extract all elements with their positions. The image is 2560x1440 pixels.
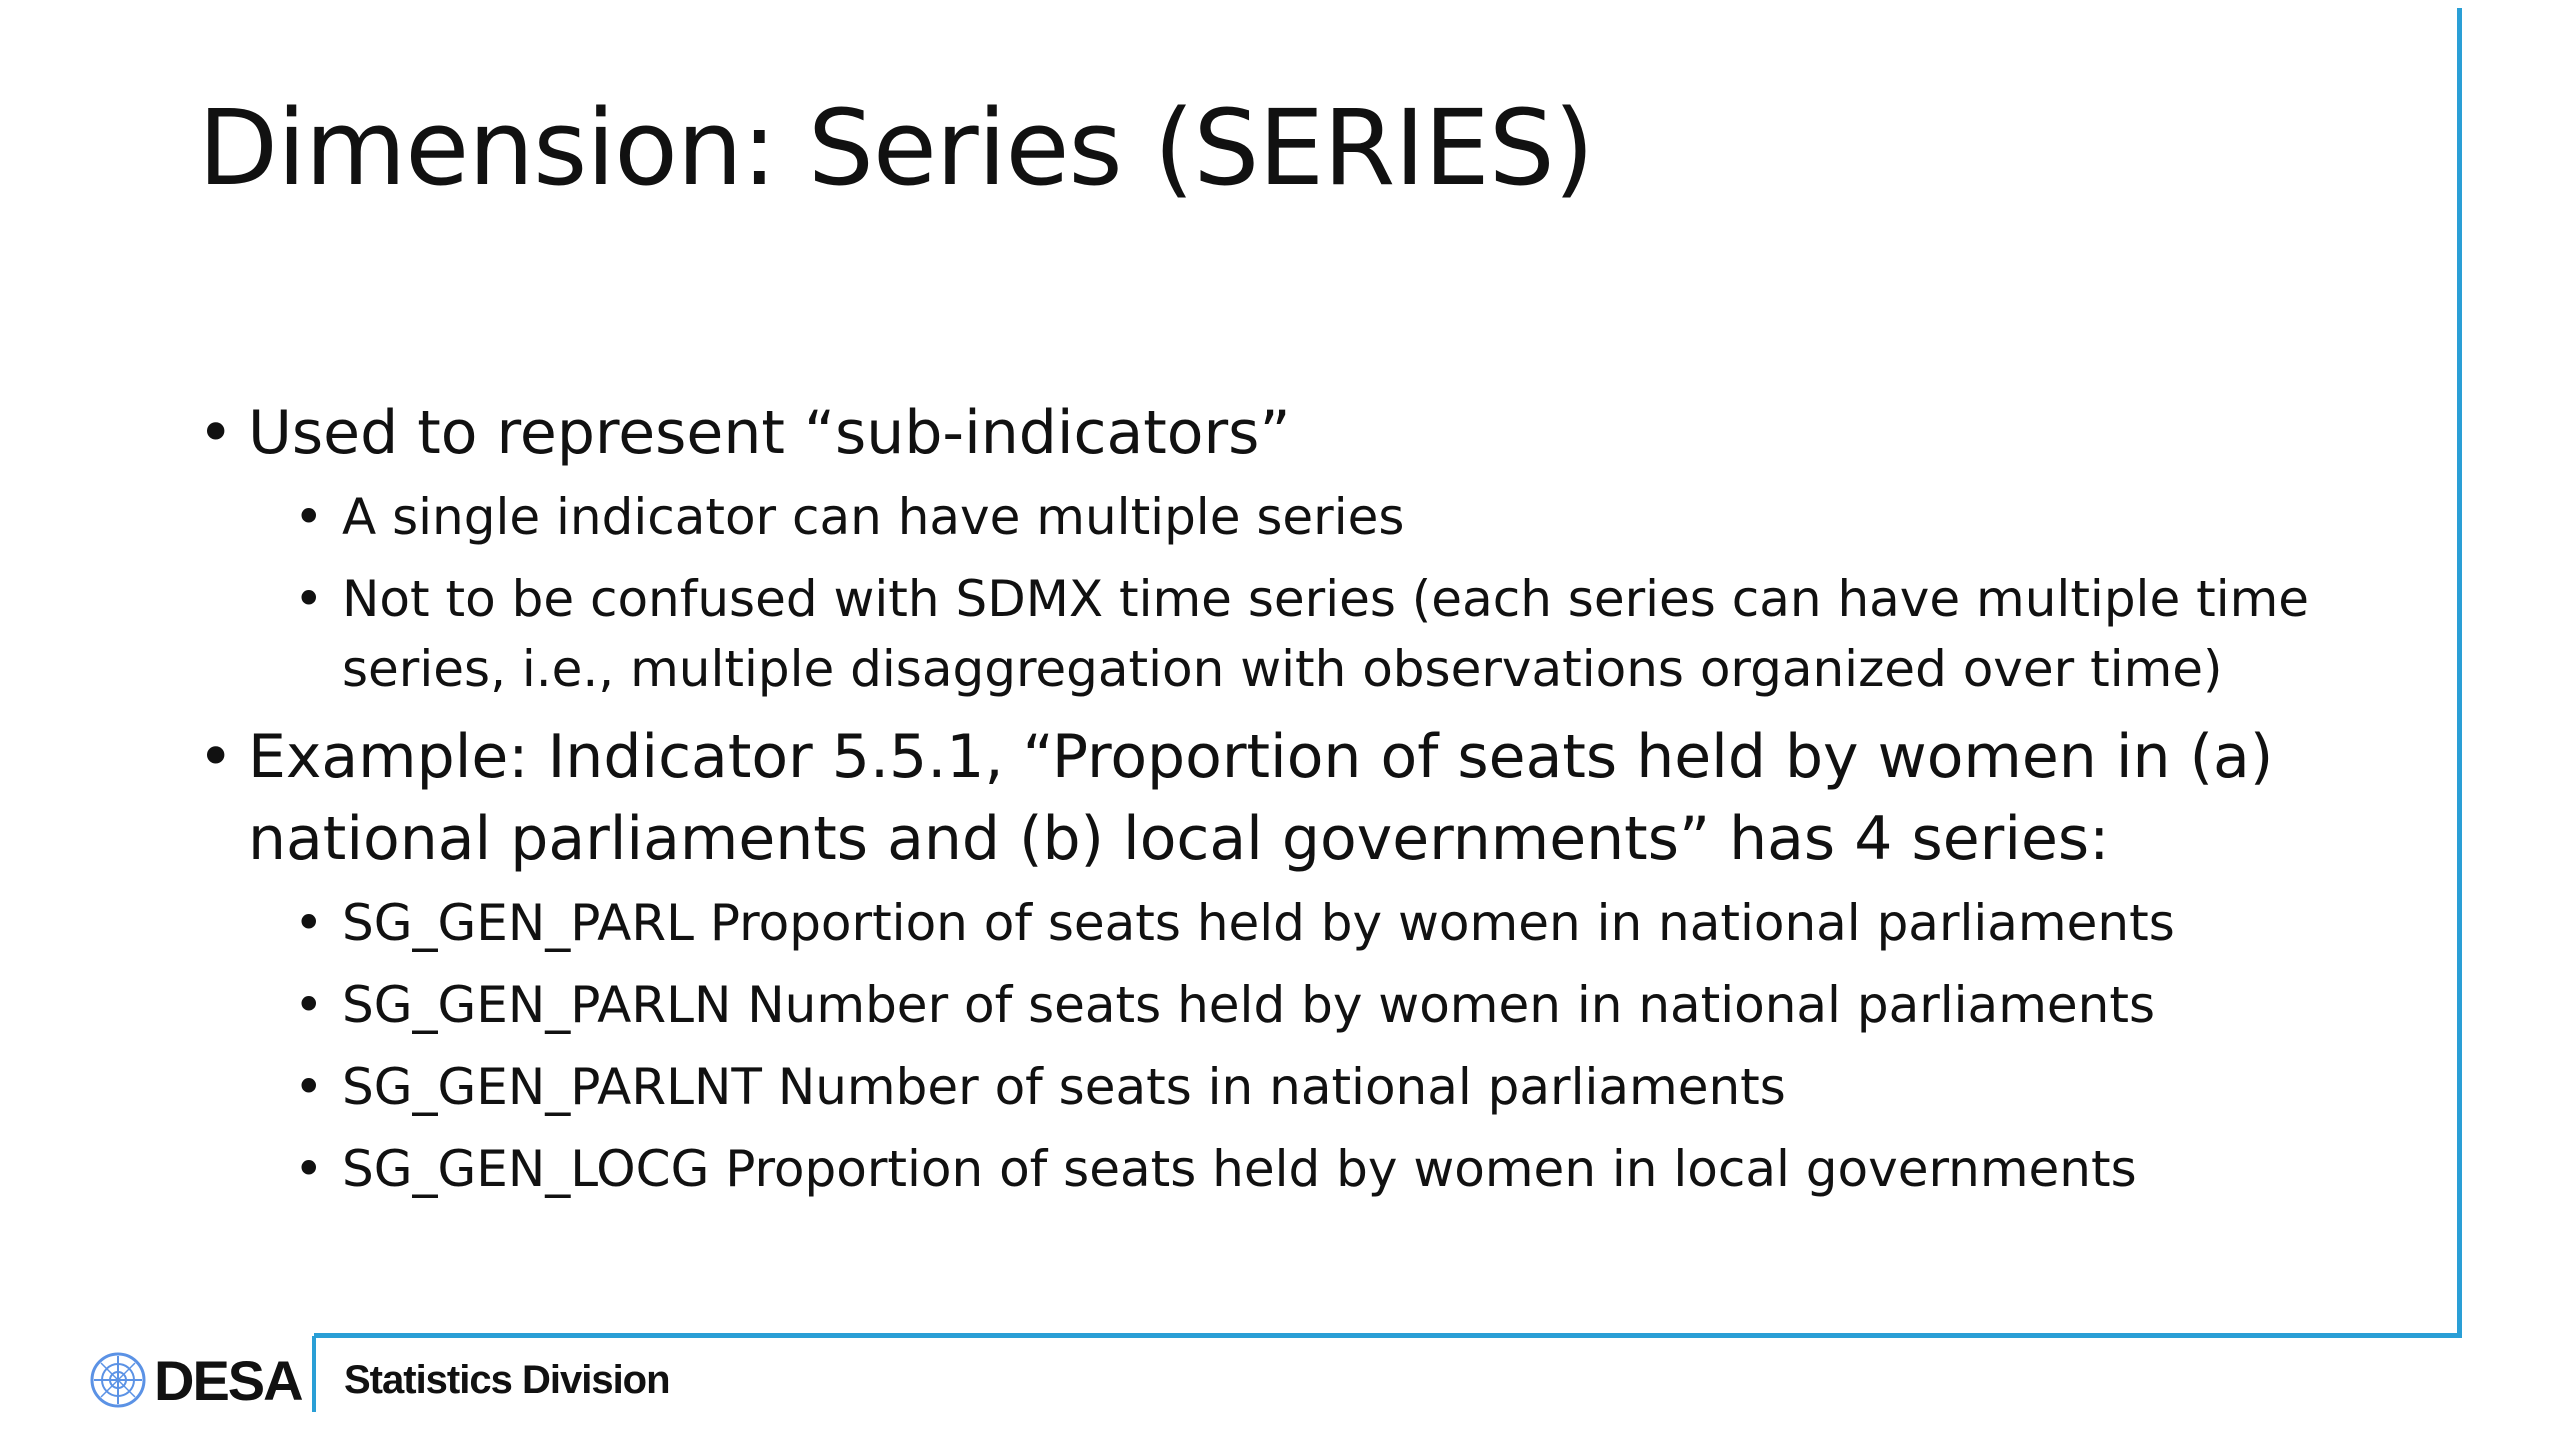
bullet-dot: • [198,398,234,468]
bullet-level2 [198,970,2438,1040]
bullet-dot: • [294,1140,324,1198]
bullet-level2 [198,888,2438,958]
bullet-level2 [198,1134,2438,1204]
bullet-text: SG_GEN_PARLN Number of seats held by women in national parliaments [342,976,2156,1034]
bullet-text: SG_GEN_PARLNT Number of seats in national parliaments [342,1058,1786,1116]
bullet-dot: • [294,976,324,1034]
slide-content [198,392,2438,1216]
bullet-dot: • [294,570,324,628]
frame-right-border [2457,8,2462,1338]
bullet-text: Not to be confused with SDMX time series (each series can have multiple time series, i.e., multiple disaggregation with observations organized over time) [342,570,2310,698]
bullet-dot: • [198,722,234,792]
bullet-text: Used to represent “sub-indicators” [248,398,1291,468]
un-emblem-icon [90,1352,146,1408]
bullet-dot: • [294,488,324,546]
bullet-dot: • [294,894,324,952]
frame-bottom-border [314,1333,2462,1338]
slide-title: Dimension: Series (SERIES) [198,87,1594,209]
bullet-text: Example: Indicator 5.5.1, “Proportion of seats held by women in (a) national parliaments and (b) local governments” has 4 series: [248,722,2274,874]
bullet-level2 [198,564,2438,704]
desa-logo [90,1348,302,1412]
desa-logo-text: DESA [154,1348,302,1412]
bullet-dot: • [294,1058,324,1116]
bullet-level2 [198,482,2438,552]
bullet-level1 [198,392,2438,474]
bullet-text: SG_GEN_PARL Proportion of seats held by women in national parliaments [342,894,2175,952]
bullet-text: A single indicator can have multiple series [342,488,1405,546]
bullet-level2 [198,1052,2438,1122]
bullet-text: SG_GEN_LOCG Proportion of seats held by women in local governments [342,1140,2137,1198]
footer-divider [312,1336,316,1412]
bullet-level1 [198,716,2438,880]
footer-division-name: Statistics Division [344,1358,670,1402]
